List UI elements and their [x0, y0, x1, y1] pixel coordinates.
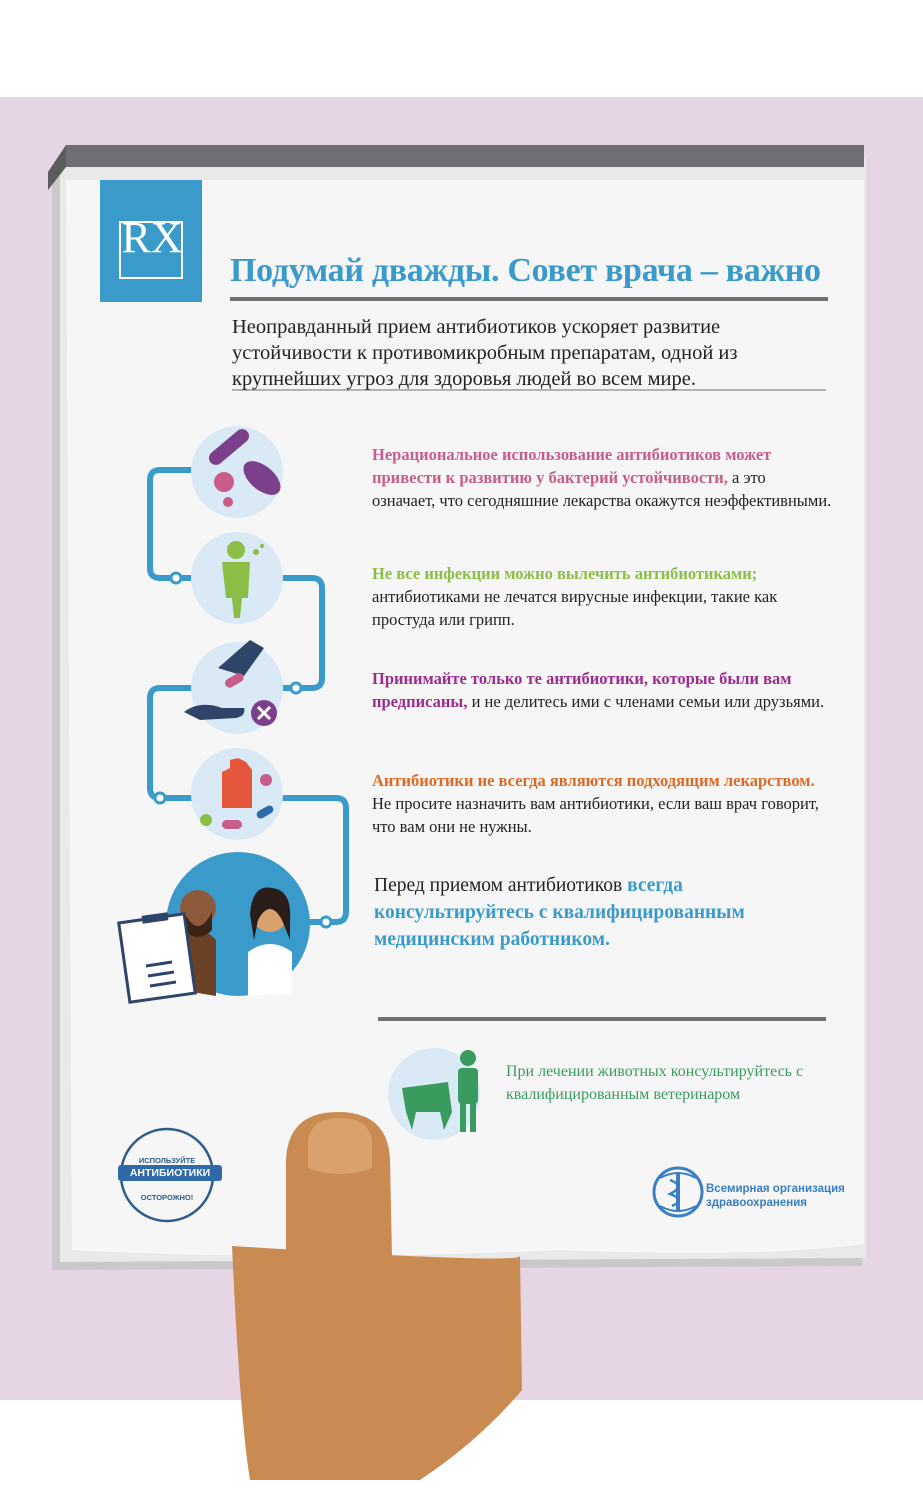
badge-bottom-text: ОСТОРОЖНО!: [140, 1193, 194, 1202]
item-rest: антибиотиками не лечатся вирусные инфекции, такие как простуда или грипп.: [372, 586, 778, 629]
item-rest: Не просите назначить вам антибиотики, если ваш врач говорит, что вам они не нужны.: [372, 793, 819, 836]
stop-hand-pills-icon: [191, 748, 283, 840]
item-request-text: [372, 769, 832, 838]
item-bacteria-text: [372, 443, 832, 512]
clipboard-icon: [119, 912, 195, 1002]
title-underline: [230, 297, 828, 301]
item-highlight: Антибиотики не всегда являются подходящим лекарством.: [372, 770, 815, 790]
item-highlight: Не все инфекции можно вылечить антибиотиками;: [372, 563, 758, 583]
consult-text: [374, 872, 814, 953]
intro-paragraph: Неоправданный прием антибиотиков ускоряет развитие устойчивости к противомикробным препаратам, одной из крупнейших угроз для здоровья людей во всем мире.: [232, 316, 738, 390]
badge-top-text: ИСПОЛЬЗУЙТЕ: [138, 1156, 196, 1165]
who-logo-text: [706, 1182, 845, 1210]
consult-highlight: всегда консультируйтесь с квалифицированным медицинским работником.: [374, 875, 745, 950]
rx-logo-text: RX: [121, 213, 183, 262]
who-line2: здравоохранения: [706, 1197, 808, 1209]
connector-dot: [321, 917, 331, 927]
connector-dot: [155, 793, 165, 803]
title-light: Подумай дважды.: [230, 252, 500, 289]
item-highlight: Принимайте только те антибиотики, которые были вам предписаны,: [372, 668, 792, 711]
badge-middle-text: АНТИБИОТИКИ: [118, 1165, 222, 1181]
vet-icon: [388, 1048, 480, 1140]
vet-text: При лечении животных консультируйтесь с квалифицированным ветеринаром: [506, 1063, 804, 1103]
item-rest: а это означает, что сегодняшние лекарства окажутся неэффективными.: [372, 467, 832, 510]
who-line1: Всемирная организация: [706, 1183, 845, 1195]
item-highlight: Нерациональное использование антибиотиков может привести к развитию у бактерий устойчивости,: [372, 444, 772, 487]
connector-dot: [171, 573, 181, 583]
bottom-rule: [378, 1017, 826, 1021]
paper-top-binding: [66, 145, 864, 167]
item-rest: и не делитесь ими с членами семьи или друзьями.: [467, 691, 825, 711]
page-title: [230, 252, 821, 290]
connector-dot: [291, 683, 301, 693]
consult-prefix: Перед приемом антибиотиков: [374, 875, 628, 896]
title-bold: Совет врача – важно: [507, 252, 821, 289]
sick-person-icon: [191, 532, 283, 624]
item-sharing-text: [372, 667, 832, 713]
item-virus-text: [372, 562, 832, 631]
